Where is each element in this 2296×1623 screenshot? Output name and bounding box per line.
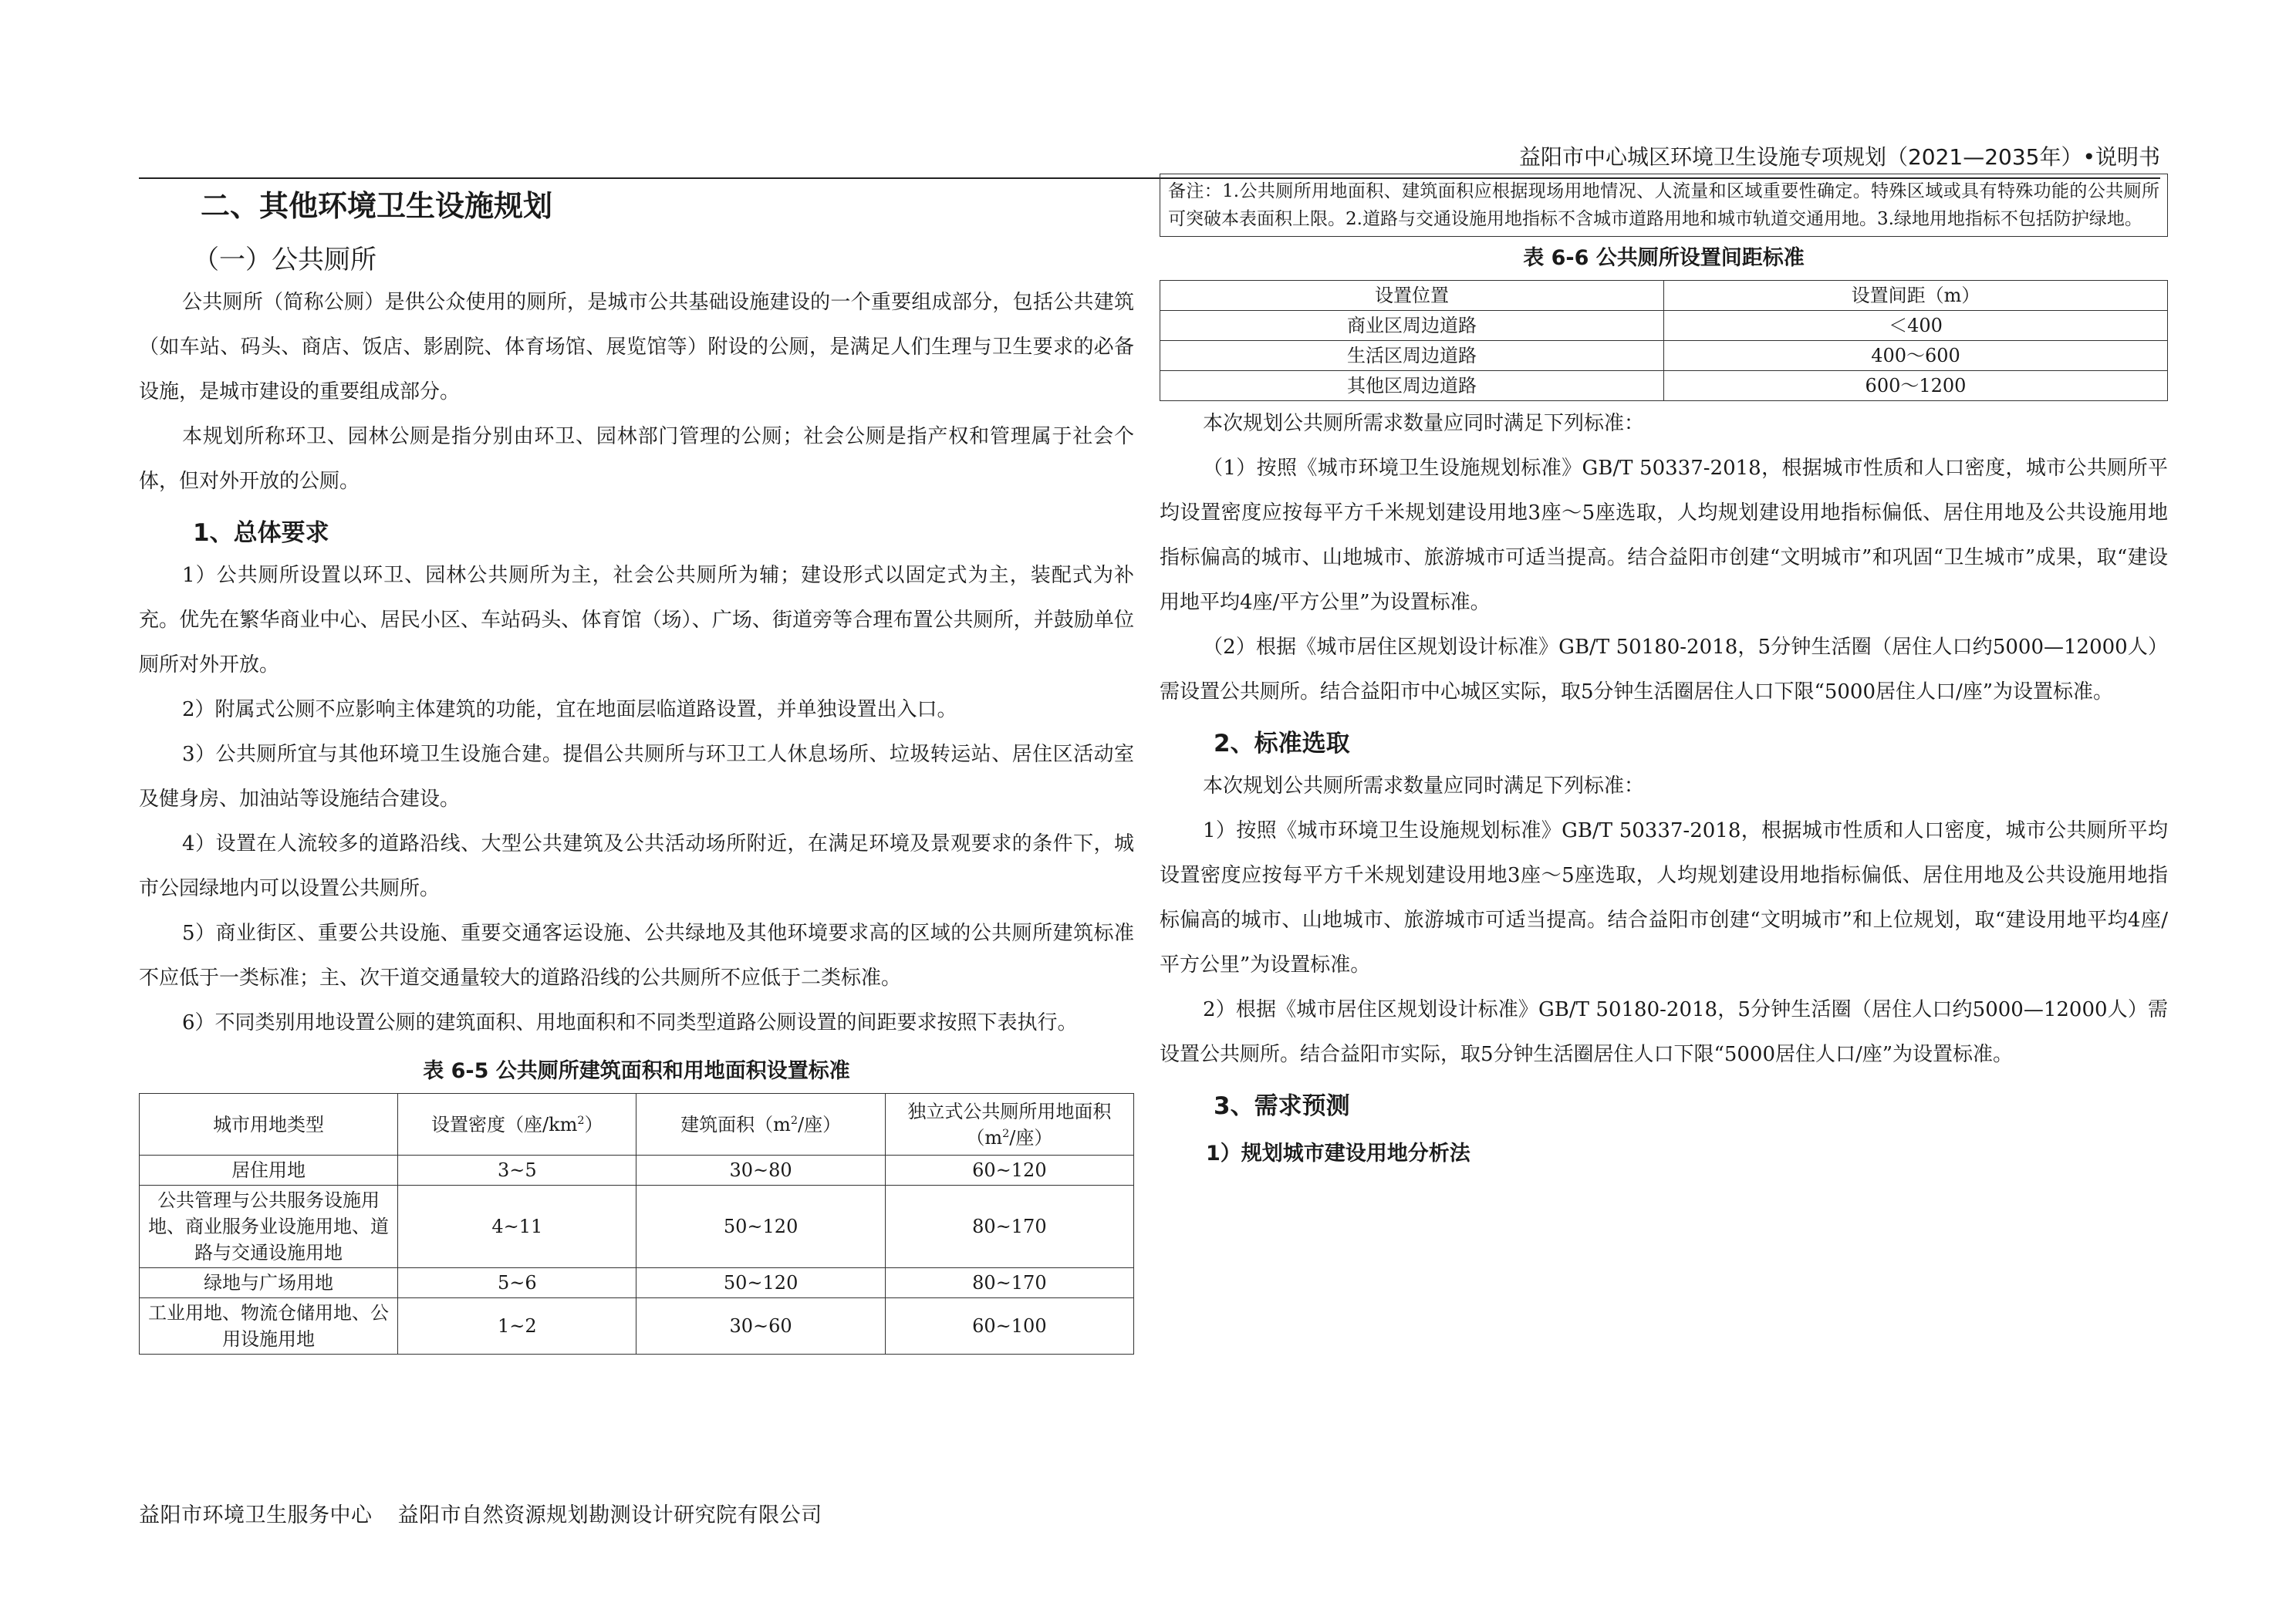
intro-paragraph: 公共厕所（简称公厕）是供公众使用的厕所，是城市公共基础设施建设的一个重要组成部分，包括公共建筑（如车站、码头、商店、饭店、影剧院、体育场馆、展览馆等）附设的公厕，是满足人们生理与卫生要求的必备设施，是城市建设的重要组成部分。 — [139, 291, 1134, 403]
header-text: /座） — [1009, 1126, 1053, 1149]
table-row — [1160, 371, 2168, 401]
table-cell: 50~120 — [636, 1268, 885, 1298]
table-header-row — [1160, 281, 2168, 311]
table-header-cell: 设置位置 — [1160, 281, 1664, 311]
footer-org-sanitation: 益阳市环境卫生服务中心 — [139, 1503, 373, 1527]
header-text: /座） — [798, 1113, 842, 1135]
standard-paragraph: 本次规划公共厕所需求数量应同时满足下列标准： — [1203, 774, 1645, 798]
requirement-paragraph: 4）设置在人流较多的道路沿线、大型公共建筑及公共活动场所附近，在满足环境及景观要求的条件下，城市公园绿地内可以设置公共厕所。 — [139, 832, 1134, 900]
superscript: 2 — [577, 1114, 585, 1127]
subheading-land-analysis: 1）规划城市建设用地分析法 — [1206, 1142, 1470, 1166]
table-row — [140, 1298, 1134, 1355]
table-cell: 商业区周边道路 — [1160, 311, 1664, 341]
table-row — [140, 1156, 1134, 1186]
table-cell: 1~2 — [398, 1298, 636, 1355]
table-cell: 400～600 — [1664, 341, 2168, 371]
standard-paragraph: 2）根据《城市居住区规划设计标准》GB/T 50180-2018，5分钟生活圈（居住人口约5000—12000人）需设置公共厕所。结合益阳市实际，取5分钟生活圈居住人口下限“5000居住人口/座”为设置标准。 — [1160, 998, 2168, 1066]
table-header-cell — [885, 1094, 1133, 1156]
footer-org-planning-institute: 益阳市自然资源规划勘测设计研究院有限公司 — [397, 1503, 822, 1527]
table-cell: 工业用地、物流仓储用地、公用设施用地 — [140, 1298, 398, 1355]
table-header-row — [140, 1094, 1134, 1156]
table-header-cell: 设置间距（m） — [1664, 281, 2168, 311]
standard-paragraph: （1）按照《城市环境卫生设施规划标准》GB/T 50337-2018，根据城市性质和人口密度，城市公共厕所平均设置密度应按每平方千米规划建设用地3座～5座选取，人均规划建设用地指标偏低、居住用地及公共设施用地指标偏高的城市、山地城市、旅游城市可适当提高。结合益阳市创建“文明城市”和巩固“卫生城市”成果，取“建设用地平均4座/平方公里”为设置标准。 — [1160, 457, 2168, 614]
standard-paragraph: 本次规划公共厕所需求数量应同时满足下列标准： — [1203, 412, 1645, 435]
right-column — [1160, 174, 2168, 1173]
table-row — [140, 1268, 1134, 1298]
table-row — [140, 1186, 1134, 1268]
table-cell: 60~120 — [885, 1156, 1133, 1186]
table-header-cell — [398, 1094, 636, 1156]
table-cell: 600～1200 — [1664, 371, 2168, 401]
table-6-6-caption: 表 6-6 公共厕所设置间距标准 — [1523, 246, 1805, 270]
table-6-5 — [139, 1093, 1134, 1355]
table-row — [1160, 341, 2168, 371]
table-cell: 4~11 — [398, 1186, 636, 1268]
page-header — [139, 85, 2160, 179]
page-footer — [139, 1498, 841, 1528]
table-cell: 30~80 — [636, 1156, 885, 1186]
requirement-paragraph: 5）商业街区、重要公共设施、重要交通客运设施、公共绿地及其他环境要求高的区域的公共厕所建筑标准不应低于一类标准；主、次干道交通量较大的道路沿线的公共厕所不应低于二类标准。 — [139, 922, 1134, 990]
table-cell: 公共管理与公共服务设施用地、商业服务业设施用地、道路与交通设施用地 — [140, 1186, 398, 1268]
heading-standard-selection: 2、标准选取 — [1214, 730, 1350, 758]
table-cell: 其他区周边道路 — [1160, 371, 1664, 401]
table-row — [1160, 311, 2168, 341]
requirement-paragraph: 1）公共厕所设置以环卫、园林公共厕所为主，社会公共厕所为辅；建设形式以固定式为主，装配式为补充。优先在繁华商业中心、居民小区、车站码头、体育馆（场）、广场、街道旁等合理布置公共厕所，并鼓励单位厕所对外开放。 — [139, 564, 1134, 677]
left-column — [139, 174, 1134, 1355]
table-cell: 生活区周边道路 — [1160, 341, 1664, 371]
header-text: ） — [584, 1113, 603, 1135]
superscript: 2 — [1002, 1127, 1010, 1140]
table-cell: 30~60 — [636, 1298, 885, 1355]
table-6-6 — [1160, 280, 2168, 401]
header-text: 设置密度（座/km — [431, 1113, 578, 1135]
standard-paragraph: 1）按照《城市环境卫生设施规划标准》GB/T 50337-2018，根据城市性质和人口密度，城市公共厕所平均设置密度应按每平方千米规划建设用地3座～5座选取，人均规划建设用地指标偏低、居住用地及公共设施用地指标偏高的城市、山地城市、旅游城市可适当提高。结合益阳市创建“文明城市”和上位规划，取“建设用地平均4座/平方公里”为设置标准。 — [1160, 819, 2168, 977]
table-cell: 绿地与广场用地 — [140, 1268, 398, 1298]
heading-demand-forecast: 3、需求预测 — [1214, 1092, 1350, 1120]
table-cell: 60~100 — [885, 1298, 1133, 1355]
table-cell: 居住用地 — [140, 1156, 398, 1186]
header-text: 建筑面积（m — [680, 1113, 791, 1135]
table-note: 备注：1.公共厕所用地面积、建筑面积应根据现场用地情况、人流量和区域重要性确定。特殊区域或具有特殊功能的公共厕所可突破本表面积上限。2.道路与交通设施用地指标不含城市道路用地和城市轨道交通用地。3.绿地用地指标不包括防护绿地。 — [1160, 174, 2168, 237]
table-cell: 80~170 — [885, 1268, 1133, 1298]
header-title: 益阳市中心城区环境卫生设施专项规划（2021—2035年）•说明书 — [1518, 144, 2160, 170]
subsection-title: （一）公共厕所 — [193, 245, 376, 275]
requirement-paragraph: 2）附属式公厕不应影响主体建筑的功能，宜在地面层临道路设置，并单独设置出入口。 — [182, 698, 957, 721]
header-text: 独立式公共厕所用地面积（m — [907, 1100, 1112, 1149]
table-cell: ＜400 — [1664, 311, 2168, 341]
table-cell: 3~5 — [398, 1156, 636, 1186]
standard-paragraph: （2）根据《城市居住区规划设计标准》GB/T 50180-2018，5分钟生活圈（居住人口约5000—12000人）需设置公共厕所。结合益阳市中心城区实际，取5分钟生活圈居住人口下限“5000居住人口/座”为设置标准。 — [1160, 636, 2168, 704]
requirement-paragraph: 3）公共厕所宜与其他环境卫生设施合建。提倡公共厕所与环卫工人休息场所、垃圾转运站、居住区活动室及健身房、加油站等设施结合建设。 — [139, 743, 1134, 811]
table-header-cell: 城市用地类型 — [140, 1094, 398, 1156]
intro-paragraph: 本规划所称环卫、园林公厕是指分别由环卫、园林部门管理的公厕；社会公厕是指产权和管理属于社会个体，但对外开放的公厕。 — [139, 425, 1134, 493]
requirement-paragraph: 6）不同类别用地设置公厕的建筑面积、用地面积和不同类型道路公厕设置的间距要求按照下表执行。 — [182, 1011, 1078, 1034]
table-cell: 50~120 — [636, 1186, 885, 1268]
section-title: 二、其他环境卫生设施规划 — [201, 189, 553, 223]
heading-general-requirements: 1、总体要求 — [193, 519, 329, 547]
superscript: 2 — [790, 1114, 799, 1127]
table-6-5-caption: 表 6-5 公共厕所建筑面积和用地面积设置标准 — [423, 1059, 850, 1083]
table-cell: 5~6 — [398, 1268, 636, 1298]
table-header-cell — [636, 1094, 885, 1156]
table-cell: 80~170 — [885, 1186, 1133, 1268]
